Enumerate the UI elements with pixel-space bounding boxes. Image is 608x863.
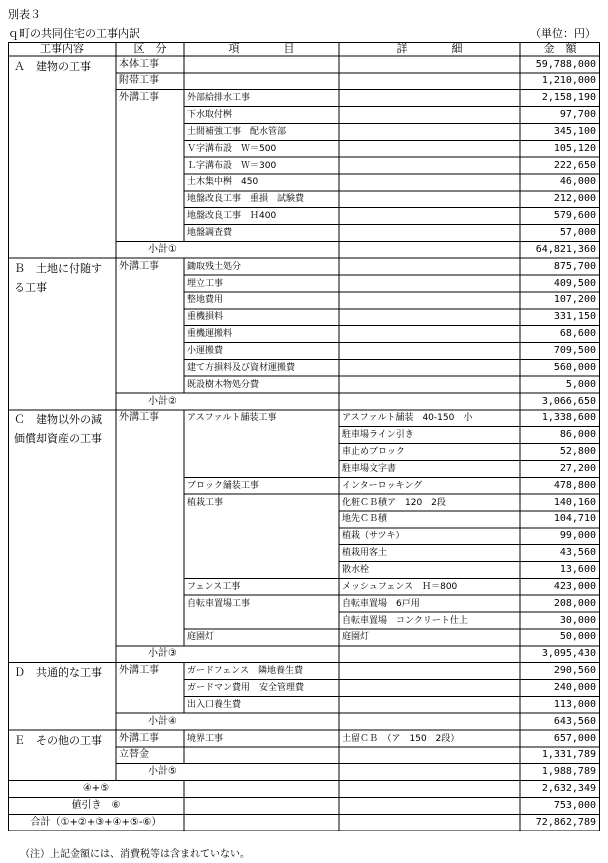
amount-value: 52,800 [559, 446, 596, 458]
amount-value: 86,000 [559, 429, 596, 441]
detail-label: 駐車場ライン引き [342, 430, 414, 441]
item-label: 下水取付桝 [187, 110, 233, 121]
item-label: 既設樹木物処分費 [187, 379, 260, 390]
item-label: Ｖ字溝布設 Ｗ＝500 [187, 143, 277, 154]
item-label: 地盤改良工事 Ｈ400 [187, 211, 277, 222]
total-label: 合計（①+②+③+④+⑤-⑥） [30, 816, 162, 828]
amount-value: 240,000 [553, 681, 596, 693]
amount-value: 2,632,349 [541, 783, 596, 795]
total-label: 値引き ⑥ [71, 799, 121, 811]
unit-label: （単位：円） [530, 27, 596, 40]
amount-value: 50,000 [559, 631, 596, 643]
amount-value: 1,331,789 [541, 749, 596, 761]
amount-value: 478,800 [553, 479, 596, 491]
subtotal-label: 小計④ [148, 715, 177, 727]
amount-value: 709,500 [553, 344, 596, 356]
amount-value: 5,000 [565, 378, 596, 390]
amount-value: 97,700 [559, 109, 596, 121]
item-label: ガードマン費用 安全管理費 [187, 682, 305, 693]
item-label: 土間補強工事 配水管部 [187, 126, 287, 137]
amount-value: 2,158,190 [541, 92, 596, 104]
detail-label: 散水栓 [342, 565, 370, 575]
item-label: 埋立工事 [187, 278, 224, 289]
item-label: 地盤改良工事 重損 試験費 [187, 194, 305, 205]
item-label: ガードフェンス 隣地養生費 [187, 666, 304, 677]
division-label: 外溝工事 [119, 92, 159, 104]
amount-value: 3,066,650 [541, 395, 596, 407]
division-label: 附帯工事 [119, 75, 159, 87]
detail-label: メッシュフェンス Ｈ＝800 [342, 581, 458, 592]
item-label: 土木集中桝 450 [187, 177, 259, 188]
detail-label: 自転車置場 コンクリート仕上 [342, 615, 468, 626]
item-label: 重機運搬料 [187, 329, 233, 340]
item-label: ブロック舗装工事 [187, 480, 259, 491]
detail-label: 車止めブロック [342, 447, 405, 458]
detail-label: アスファルト舗装 40-150 小 [342, 413, 473, 424]
subtotal-label: 小計② [148, 395, 177, 407]
amount-value: 560,000 [553, 361, 596, 373]
table-title: ｑ町の共同住宅の工事内訳 [8, 27, 140, 40]
amount-value: 579,600 [553, 210, 596, 222]
header-category: 工事内容 [40, 42, 84, 55]
item-label: 小運搬費 [187, 345, 224, 356]
division-label: 外溝工事 [119, 732, 159, 744]
division-label: 本体工事 [119, 58, 159, 70]
header-amount: 金 額 [543, 42, 577, 55]
division-label: 外溝工事 [119, 260, 159, 272]
amount-value: 59,788,000 [535, 58, 596, 70]
category-label: Ｂ 土地に付随する工事 [14, 261, 102, 294]
amount-value: 3,095,430 [541, 648, 596, 660]
detail-label: 植栽（サツキ） [342, 531, 405, 542]
item-label: 鋤取残土処分 [187, 261, 242, 272]
item-label: 出入口養生費 [187, 699, 242, 710]
cost-breakdown-table [8, 42, 600, 842]
amount-value: 222,650 [553, 159, 596, 171]
amount-value: 643,560 [553, 715, 596, 727]
header-division: 区 分 [133, 42, 167, 55]
category-label: Ａ 建物の工事 [14, 59, 91, 73]
document-label: 別表３ [8, 8, 41, 21]
category-label: Ｄ 共通的な工事 [14, 666, 102, 680]
item-label: 建て方損料及び資材運搬費 [187, 362, 296, 373]
amount-value: 105,120 [553, 142, 596, 154]
amount-value: 104,710 [553, 513, 596, 525]
amount-value: 27,200 [559, 462, 596, 474]
item-label: 植栽工事 [187, 497, 224, 508]
division-label: 外溝工事 [119, 412, 159, 424]
division-label: 外溝工事 [119, 665, 159, 677]
amount-value: 1,210,000 [541, 75, 596, 87]
category-label: Ｃ 建物以外の減価償却資産の工事 [14, 413, 102, 446]
division-label: 立替金 [119, 749, 149, 761]
detail-label: 地先ＣＢ積 [342, 514, 388, 525]
item-label: 境界工事 [187, 733, 224, 744]
item-label: Ｌ字溝布設 Ｗ＝300 [187, 160, 277, 171]
amount-value: 875,700 [553, 260, 596, 272]
subtotal-label: 小計⑤ [148, 766, 177, 778]
detail-label: 自転車置場 6戸用 [342, 598, 420, 609]
amount-value: 331,150 [553, 311, 596, 323]
amount-value: 290,560 [553, 665, 596, 677]
footnote: （注）上記金額には、消費税等は含まれていない。 [20, 849, 250, 860]
amount-value: 57,000 [559, 227, 596, 238]
amount-value: 345,100 [553, 125, 596, 137]
detail-label: インターロッキング [342, 480, 423, 491]
item-label: 庭園灯 [187, 632, 215, 643]
amount-value: 13,600 [559, 564, 596, 575]
header-item: 項 目 [228, 42, 295, 55]
item-label: 自転車置場工事 [187, 598, 251, 609]
detail-label: 土留ＣＢ （ア 150 2段） [342, 733, 460, 744]
detail-label: 庭園灯 [342, 632, 370, 643]
category-label: Ｅ その他の工事 [14, 733, 102, 747]
amount-value: 107,200 [553, 294, 596, 306]
amount-value: 1,988,789 [541, 766, 596, 778]
item-label: 外部給排水工事 [187, 93, 251, 104]
amount-value: 1,338,600 [541, 412, 596, 424]
item-label: フェンス工事 [187, 581, 241, 592]
amount-value: 46,000 [559, 176, 596, 188]
subtotal-label: 小計③ [148, 648, 177, 660]
amount-value: 423,000 [553, 580, 596, 592]
amount-value: 64,821,360 [535, 243, 596, 255]
item-label: 重機損料 [187, 312, 224, 323]
item-label: アスファルト舗装工事 [187, 413, 277, 424]
detail-label: 化粧ＣＢ積ア 120 2段 [342, 497, 446, 508]
amount-value: 657,000 [553, 732, 596, 744]
amount-value: 409,500 [553, 277, 596, 289]
amount-value: 68,600 [559, 328, 596, 340]
total-label: ④+⑤ [82, 783, 110, 795]
item-label: 地盤調査費 [187, 228, 233, 238]
subtotal-label: 小計① [148, 243, 177, 255]
header-detail: 詳 細 [396, 42, 463, 55]
amount-value: 113,000 [553, 698, 596, 710]
amount-value: 212,000 [553, 193, 596, 205]
amount-value: 43,560 [559, 547, 596, 559]
item-label: 整地費用 [187, 295, 224, 306]
amount-value: 99,000 [559, 530, 596, 542]
amount-value: 140,160 [553, 496, 596, 508]
detail-label: 駐車場文字書 [342, 463, 397, 474]
amount-value: 30,000 [559, 614, 596, 626]
amount-value: 753,000 [553, 799, 596, 811]
amount-value: 208,000 [553, 597, 596, 609]
amount-value: 72,862,789 [535, 816, 596, 828]
detail-label: 植栽用客土 [342, 548, 388, 559]
